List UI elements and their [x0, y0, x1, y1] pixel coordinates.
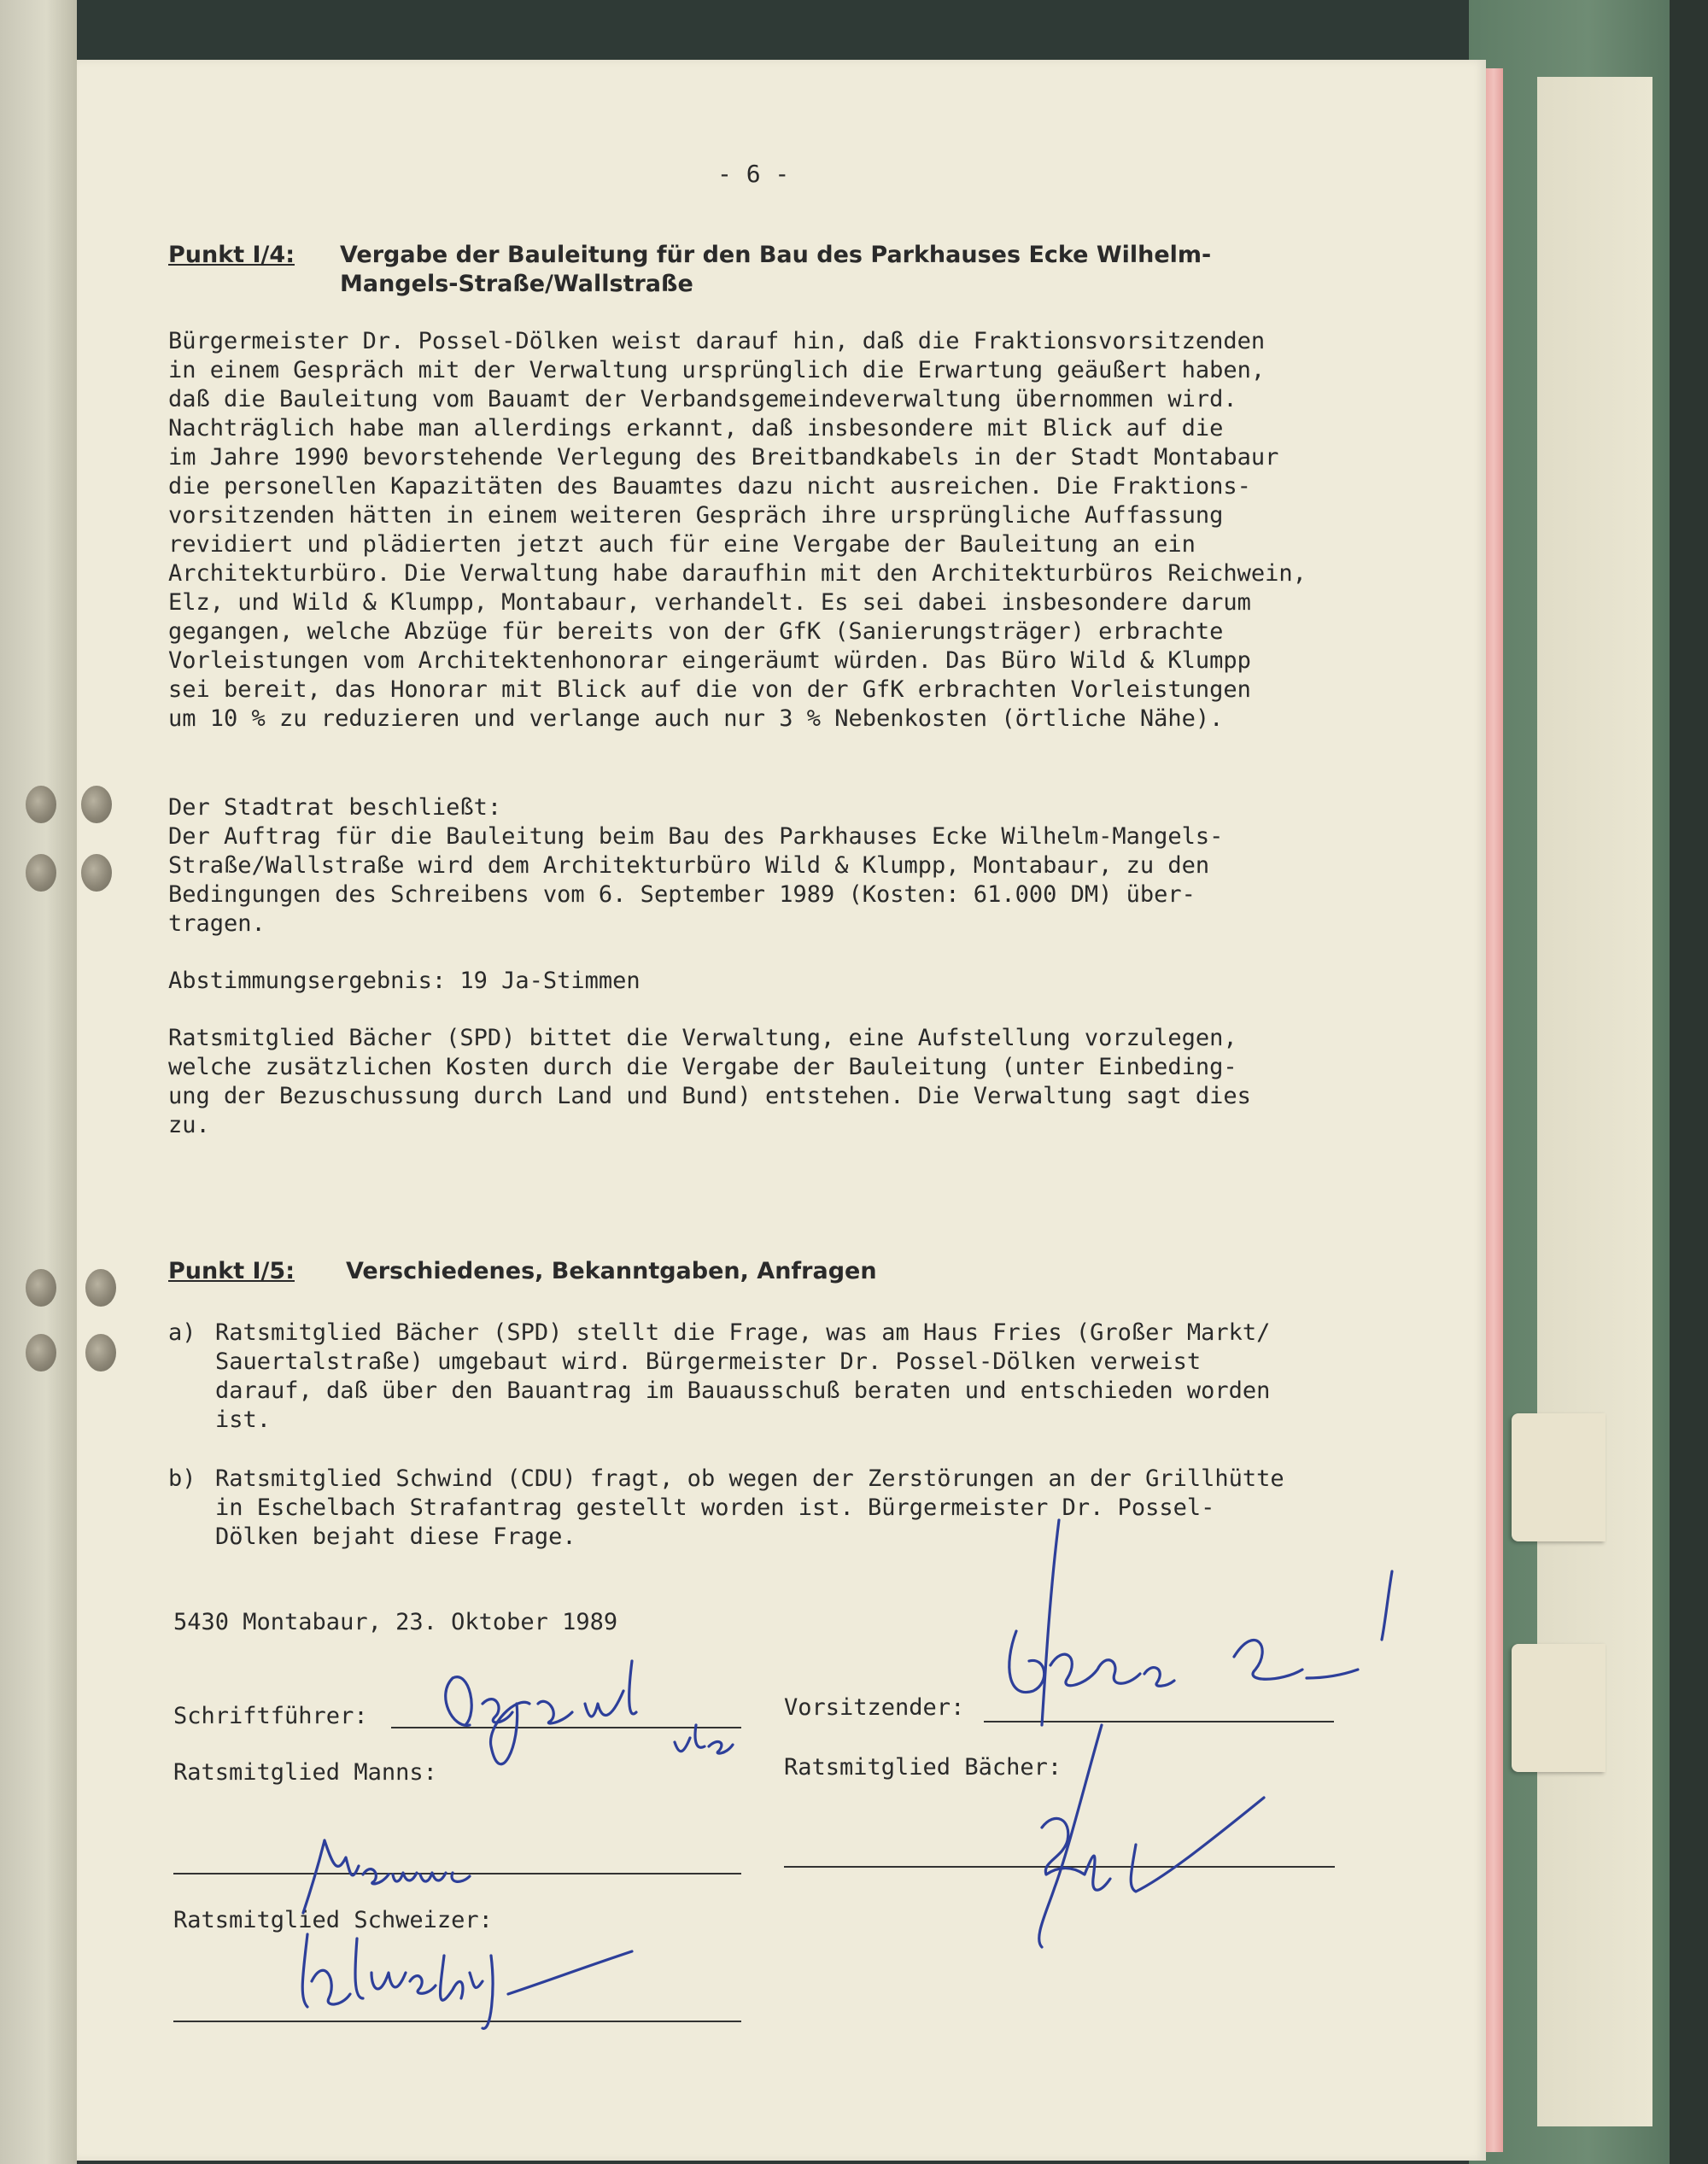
signature-label-vorsitzender: Vorsitzender: — [784, 1694, 965, 1721]
page-edge-pink — [1484, 68, 1503, 2152]
signature-label-manns: Ratsmitglied Manns: — [173, 1759, 437, 1786]
section-title-i4: Vergabe der Bauleitung für den Bau des Parkhauses Ecke Wilhelm- Mangels-Straße/Wallstraße — [340, 242, 1212, 297]
punch-hole — [26, 854, 56, 892]
punch-hole — [26, 786, 56, 823]
punch-hole — [26, 1269, 56, 1307]
list-item-text: Ratsmitglied Bächer (SPD) stellt die Frage, was am Haus Fries (Großer Markt/ Sauertalstraße) umgebaut wird. Bürgermeister Dr. Possel-Dölken verweist darauf, daß über den Bauantrag im Bauausschuß beraten und entschieden worden ist. — [215, 1319, 1271, 1433]
binder-frame — [1670, 0, 1708, 2164]
handwritten-signature-vorsitzender — [999, 1486, 1443, 1742]
handwritten-signature-manns — [299, 1823, 521, 1917]
paragraph-followup: Ratsmitglied Bächer (SPD) bittet die Verwaltung, eine Aufstellung vorzulegen, welche zusätzlichen Kosten durch die Vergabe der Bauleitung (unter Einbeding- ung der Bezuschussung durch Land und Bund) entstehen. Die Verwaltung sagt dies zu. — [168, 1025, 1251, 1138]
section-label-i4: Punkt I/4: — [168, 242, 295, 268]
handwritten-signature-schweizer — [290, 1921, 649, 2041]
list-item-text: Ratsmitglied Schwind (CDU) fragt, ob wegen der Zerstörungen an der Grillhütte in Eschelbach Strafantrag gestellt worden ist. Bürgermeister Dr. Possel- Dölken bejaht diese Frage. — [215, 1465, 1284, 1550]
punch-hole — [26, 1334, 56, 1372]
section-label-i5: Punkt I/5: — [168, 1258, 295, 1284]
back-sheet — [1537, 77, 1652, 2126]
signature-label-schweizer: Ratsmitglied Schweizer: — [173, 1907, 493, 1933]
page-number: - 6 - — [717, 160, 790, 188]
punch-hole — [81, 786, 112, 823]
list-item-marker: b) — [168, 1465, 196, 1492]
signature-label-schriftfuehrer: Schriftführer: — [173, 1703, 368, 1729]
paragraph-resolution: Der Stadtrat beschließt: Der Auftrag für die Bauleitung beim Bau des Parkhauses Ecke Wilhelm-Mangels- Straße/Wallstraße wird dem Architekturbüro Wild & Klumpp, Montabaur, zu den Bedingungen des Schreibens vom 6. September 1989 (Kosten: 61.000 DM) über- tragen. — [168, 794, 1224, 937]
paragraph-background: Bürgermeister Dr. Possel-Dölken weist darauf hin, daß die Fraktionsvorsitzenden in einem Gespräch mit der Verwaltung ursprünglich die Erwartung geäußert haben, daß die Bauleitung vom Bauamt der Verbandsgemeindeverwaltung übernommen wird. Nachträglich habe man allerdings erkannt, daß insbesondere mit Blick auf die im Jahre 1990 bevorstehende Verlegung des Breitbandkabels in der Stadt Montabaur die personellen Kapazitäten des Bauamtes dazu nicht ausreichen. Die Fraktions- vorsitzenden hätten in einem weiteren Gespräch ihre ursprüngliche Auffassung revidiert und plädierten jetzt auch für eine Vergabe der Bauleitung an ein Architekturbüro. Die Verwaltung habe daraufhin mit den Architekturbüros Reichwein, Elz, und Wild & Klumpp, Montabaur, verhandelt. Es sei dabei insbesondere darum gegangen, welche Abzüge für bereits von der GfK (Sanierungsträger) erbrachte Vorleistungen vom Architektenhonorar eingeräumt würden. Das Büro Wild & Klumpp sei bereit, das Honorar mit Blick auf die von der GfK erbrachten Vorleistungen um 10 % zu reduzieren und verlange auch nur 3 % Nebenkosten (örtliche Nähe). — [168, 328, 1307, 732]
handwritten-signature-baecher — [1008, 1717, 1315, 1964]
binder-left-page — [0, 0, 77, 2164]
list-item-marker: a) — [168, 1319, 196, 1346]
punch-hole — [85, 1269, 116, 1307]
place-date: 5430 Montabaur, 23. Oktober 1989 — [173, 1609, 618, 1635]
signature-label-baecher: Ratsmitglied Bächer: — [784, 1754, 1062, 1781]
handwritten-signature-schriftfuehrer — [418, 1644, 760, 1798]
punch-hole — [81, 854, 112, 892]
section-title-i5: Verschiedenes, Bekanntgaben, Anfragen — [346, 1258, 877, 1284]
vote-result: Abstimmungsergebnis: 19 Ja-Stimmen — [168, 968, 640, 994]
punch-hole — [85, 1334, 116, 1372]
divider-tab — [1512, 1413, 1606, 1541]
divider-tab — [1512, 1644, 1606, 1772]
